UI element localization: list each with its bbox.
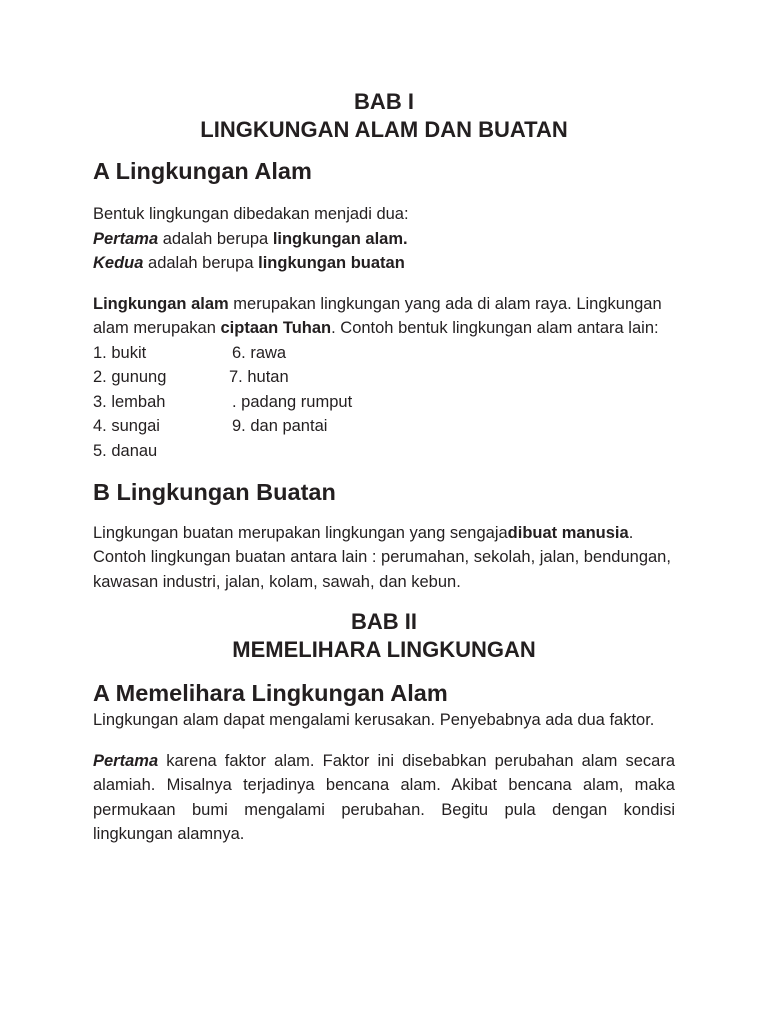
line-1-bold: lingkungan alam. (272, 229, 408, 248)
section-c-paragraph-2 (93, 749, 675, 847)
list-item: 3. lembah (93, 392, 166, 411)
para-bold-1: Lingkungan alam (93, 294, 229, 313)
nature-examples-list (93, 341, 675, 463)
chapter-1-header (93, 88, 675, 144)
list-item: 1. bukit (93, 343, 147, 362)
list-item: 5. danau (93, 441, 158, 460)
section-a-line-2 (93, 251, 675, 276)
section-b-paragraph-2: Contoh lingkungan buatan antara lain : perumahan, sekolah, jalan, bendungan, kawasan industri, jalan, kolam, sawah, dan kebun. (93, 548, 671, 591)
section-b-paragraph-1 (93, 521, 675, 546)
section-c-text: karena faktor alam. Faktor ini disebabkan perubahan alam secara alamiah. Misalnya terjadinya bencana alam. Akibat bencana alam, maka permukaan bumi mengalami perubahan. Begitu pula dengan kondisi lingkungan alamnya. (93, 751, 675, 843)
section-c-paragraph-1: Lingkungan alam dapat mengalami kerusakan. Penyebabnya ada dua faktor. (93, 711, 655, 729)
section-c-lead: Pertama (93, 751, 159, 770)
section-b-heading: B Lingkungan Buatan (93, 478, 336, 505)
chapter-1-title: LINGKUNGAN ALAM DAN BUATAN (200, 117, 568, 142)
chapter-2-number: BAB II (351, 609, 417, 634)
section-b-text: Lingkungan buatan merupakan lingkungan yang sengaja (93, 523, 508, 542)
line-2-mid: adalah berupa (143, 254, 259, 272)
list-item: 9. dan pantai (232, 417, 328, 435)
list-item: 6. rawa (232, 343, 287, 362)
section-c-heading: A Memelihara Lingkungan Alam (93, 680, 448, 706)
list-item: 4. sungai (93, 417, 160, 435)
line-2-bold: lingkungan buatan (258, 254, 405, 272)
line-2-lead: Kedua (93, 254, 144, 272)
section-b-bold: dibuat manusia (507, 523, 629, 542)
list-item: 2. gunung (93, 368, 167, 386)
para-text-2: . Contoh bentuk lingkungan alam antara lain: (331, 319, 659, 337)
section-a-heading: A Lingkungan Alam (93, 158, 312, 184)
para-bold-2: ciptaan Tuhan (220, 319, 332, 337)
line-1-lead: Pertama (93, 229, 159, 248)
document-page (93, 88, 675, 847)
para-text-1: merupakan lingkungan yang ada di alam raya. Lingkungan alam merupakan (93, 294, 662, 337)
section-a-line-1 (93, 227, 675, 252)
line-1-mid: adalah berupa (158, 229, 273, 248)
chapter-2-title: MEMELIHARA LINGKUNGAN (232, 637, 536, 662)
list-item: . padang rumput (232, 392, 353, 411)
chapter-1-number: BAB I (354, 89, 414, 114)
section-a-paragraph (93, 292, 675, 341)
list-item: 7. hutan (229, 368, 289, 386)
section-b-end: . (628, 523, 634, 542)
section-a-intro: Bentuk lingkungan dibedakan menjadi dua: (93, 205, 409, 223)
chapter-2-header (93, 608, 675, 664)
